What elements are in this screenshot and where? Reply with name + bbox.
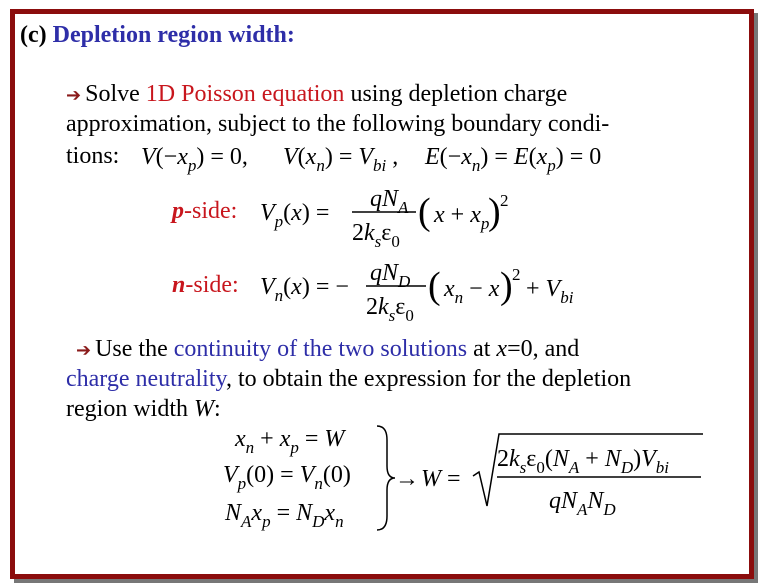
n-side-label	[172, 272, 239, 299]
boundary-conditions	[135, 138, 655, 178]
svg-text:qNAND: $qN_AN_D$	[549, 488, 616, 519]
bullet-2-line-1	[76, 334, 579, 366]
var-w: W	[193, 396, 214, 422]
svg-text:2ksε0: $2k_s\varepsilon_0$	[366, 294, 414, 324]
brace-icon	[377, 426, 395, 530]
svg-text:x + xp: $x + x_p$	[434, 202, 490, 233]
system-eq-2: $V_p(0) = V_n(0)$	[223, 462, 351, 493]
svg-text:qND: $qN_D$	[370, 260, 411, 291]
bullet-2-mid: at	[467, 336, 497, 362]
bullet-2-line-3-pre: region width	[66, 396, 194, 422]
bullet-1-rest: using depletion charge	[344, 81, 568, 107]
title-prefix: (c)	[20, 22, 47, 48]
title-text: Depletion region width:	[52, 22, 295, 48]
bullet-1-line-1	[66, 79, 567, 111]
svg-text:2ksε0(NA + ND)Vbi: $2k_s\varepsilon_0(N_A + N_D)V_{bi}$	[497, 446, 670, 477]
n-side-equation	[258, 254, 598, 324]
n-side-text: -side:	[185, 272, 239, 298]
svg-text:): )	[500, 265, 513, 307]
svg-text:2: 2	[500, 191, 509, 210]
system-eq-3: $N_Ax_p = N_Dx_n$	[225, 500, 344, 531]
var-x: x	[496, 336, 508, 362]
system-eq-1: $x_n + x_p = W$	[235, 426, 345, 457]
p-side-text: -side:	[184, 198, 238, 224]
svg-text:(: (	[418, 191, 431, 233]
bullet-2-eq: =0, and	[507, 336, 580, 362]
svg-text:xn − x: $x_n - x$	[444, 276, 500, 307]
width-derivation	[215, 420, 715, 540]
bullet-2-line-3-post: :	[213, 396, 221, 422]
bullet-2-lead: Use the	[95, 336, 174, 362]
svg-text:(: (	[428, 265, 441, 307]
p-side-var: p	[172, 198, 184, 224]
bullet-1-line-2: approximation, subject to the following boundary condi-	[66, 111, 610, 137]
bc-3: $E(-x_n) = E(x_p) = 0$	[425, 144, 602, 175]
bullet-arrow-icon: ➔	[66, 85, 82, 106]
slide-title	[20, 22, 295, 49]
bc-2: $V(x_n) = V_{bi}$ ,	[283, 144, 399, 175]
svg-text:+ Vbi: + $V_{bi}$	[526, 276, 574, 307]
continuity-highlight: continuity of the two solutions	[173, 336, 468, 362]
bullet-1-line-3: tions:	[66, 143, 120, 169]
implies-arrow-icon: →	[395, 466, 419, 492]
bullet-2-line-3	[66, 394, 221, 424]
p-side-label	[172, 198, 237, 225]
svg-text:Vp(x) =: $V_p(x)$ =	[260, 200, 330, 231]
bullet-2-line-2	[66, 364, 631, 394]
svg-text:Vn(x) = −: $V_n(x)$ = −	[260, 274, 349, 305]
poisson-highlight: 1D Poisson equation	[145, 81, 345, 107]
p-side-equation	[258, 180, 528, 250]
n-side-var: n	[172, 272, 186, 298]
bullet-1-lead: Solve	[85, 81, 146, 107]
svg-text:W =: W =	[421, 466, 461, 492]
svg-text:2: 2	[512, 265, 521, 284]
bullet-arrow-icon: ➔	[76, 340, 92, 361]
svg-text:): )	[488, 191, 501, 233]
neutrality-highlight: charge neutrality	[66, 366, 226, 392]
svg-text:2ksε0: $2k_s\varepsilon_0$	[352, 220, 400, 250]
bc-1: $V(-x_p) = 0$,	[141, 144, 248, 175]
bullet-2-rest: , to obtain the expression for the depletion	[225, 366, 632, 392]
svg-text:qNA: $qN_A$	[370, 186, 409, 217]
